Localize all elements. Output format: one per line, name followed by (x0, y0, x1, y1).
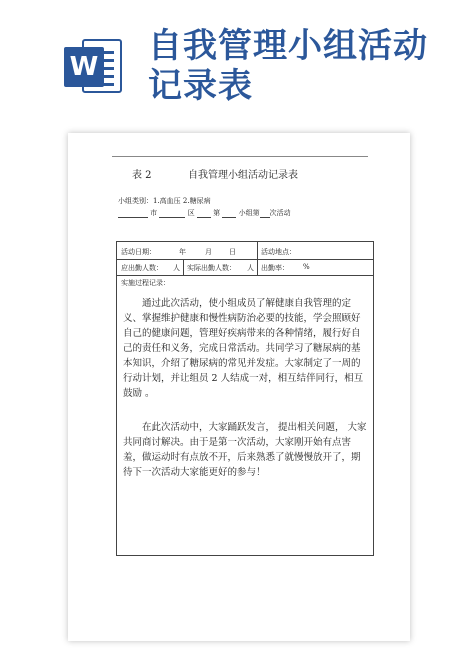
process-record-label: 实施过程记录： (121, 279, 170, 287)
document-title: 自我管理小组活动记录表 (188, 170, 298, 181)
session-label: 次活动 (269, 209, 291, 217)
people-unit-2: 人 (247, 264, 254, 272)
city-suffix: 市 (150, 209, 158, 217)
year-label: 年 (179, 248, 186, 256)
group-label: 小组第 (238, 209, 260, 217)
street-label: 第 (213, 209, 221, 217)
word-document-icon (64, 35, 126, 97)
actual-attendance-label: 实际出勤人数： (187, 264, 236, 272)
record-paragraph-2: 在此次活动中，大家踊跃发言， 提出相关问题， 大家共同商讨解决。由于是第一次活动，大家刚开始有点害羞，做运动时有点放不开，后来熟悉了就慢慢放开了，期待下一次活动大家能更好的参与！ (123, 422, 367, 478)
banner-title (148, 26, 448, 106)
district-blank (159, 210, 185, 218)
record-paragraph-1: 通过此次活动，使小组成员了解健康自我管理的定义、掌握维护健康和慢性病防治必要的技能，学会照顾好自己的健康问题，管理好疾病带来的各种情绪，履行好自己的责任和义务，完成日常活动。共同学习了糖尿病的基本知识，介绍了糖尿病的常见并发症。大家制定了一周的行动计划，并让组员 2 人结成一对，相互结伴同行，相互鼓励 。 (123, 298, 364, 399)
attendance-rate-label: 出勤率： (261, 264, 289, 272)
table-number: 表 2 (132, 170, 152, 181)
word-letter: W (64, 47, 104, 87)
session-blank (260, 210, 270, 218)
group-type-options: 1.高血压 2.糖尿病 (153, 197, 211, 205)
activity-record-table (116, 241, 374, 556)
group-type-label: 小组类别： (118, 197, 153, 205)
header-banner (0, 0, 474, 110)
city-blank (118, 210, 148, 218)
header-rule (112, 156, 368, 157)
banner-title-line2: 记录表 (148, 66, 253, 106)
day-label: 日 (229, 248, 236, 256)
district-suffix: 区 (187, 209, 195, 217)
expected-attendance-label: 应出勤人数： (121, 264, 163, 272)
banner-title-line1: 自我管理小组活动 (148, 26, 428, 66)
activity-location-label: 活动地点： (261, 248, 296, 256)
month-label: 月 (205, 248, 212, 256)
activity-date-label: 活动日期： (121, 248, 156, 256)
group-type-line (118, 196, 211, 206)
street-blank (197, 210, 211, 218)
people-unit-1: 人 (173, 264, 180, 272)
group-blank (222, 210, 236, 218)
percent-sign: % (303, 263, 310, 271)
location-line (118, 208, 291, 218)
